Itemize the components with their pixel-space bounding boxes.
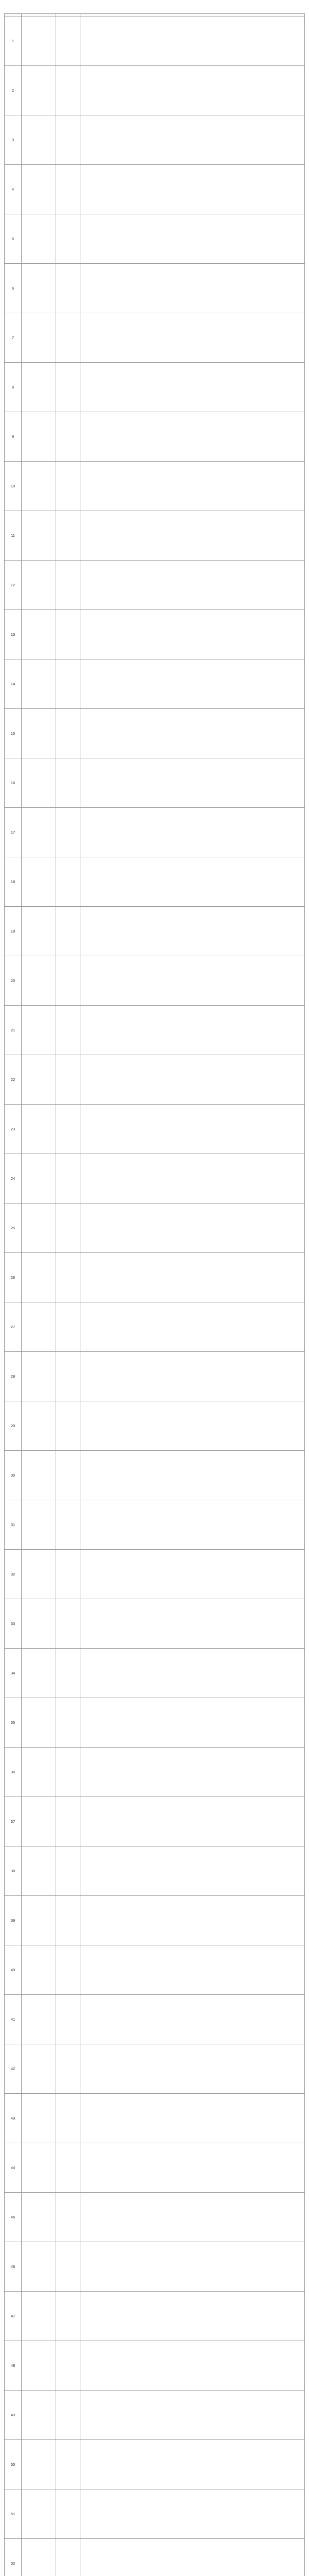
row-index: 49 [5,2391,22,2440]
row-names [80,808,305,857]
row-index: 44 [5,2143,22,2193]
row-names [80,1599,305,1649]
row-count [56,1649,80,1698]
row-names [80,1451,305,1500]
row-names [80,2242,305,2292]
row-index: 52 [5,2539,22,2576]
row-names [80,1846,305,1896]
table-row [5,2539,305,2576]
row-province [22,1006,56,1055]
row-index: 13 [5,610,22,659]
row-names [80,1154,305,1204]
table-row [5,758,305,808]
row-province [22,907,56,956]
row-count [56,1797,80,1846]
row-names [80,2292,305,2341]
table-row [5,214,305,264]
row-count [56,907,80,956]
table-row [5,1649,305,1698]
table-row [5,1995,305,2044]
row-province [22,2489,56,2539]
row-province [22,66,56,115]
row-index: 41 [5,1995,22,2044]
row-names [80,758,305,808]
row-names [80,561,305,610]
row-names [80,1797,305,1846]
row-index: 5 [5,214,22,264]
row-index: 14 [5,659,22,709]
table-row [5,2489,305,2539]
row-count [56,214,80,264]
row-index: 27 [5,1302,22,1352]
row-province [22,1401,56,1451]
row-names [80,956,305,1006]
row-province [22,1253,56,1302]
table-row [5,1154,305,1204]
row-province [22,1451,56,1500]
row-index: 38 [5,1846,22,1896]
row-count [56,758,80,808]
row-index: 51 [5,2489,22,2539]
row-count [56,1401,80,1451]
row-count [56,115,80,165]
row-count [56,2440,80,2489]
row-names [80,313,305,363]
row-index: 12 [5,561,22,610]
row-index: 35 [5,1698,22,1748]
table-row [5,1945,305,1995]
row-count [56,2143,80,2193]
row-index: 46 [5,2242,22,2292]
row-count [56,1055,80,1105]
row-count [56,1599,80,1649]
table-row [5,2094,305,2143]
row-index: 39 [5,1896,22,1945]
table-row [5,610,305,659]
table-row [5,808,305,857]
row-names [80,2440,305,2489]
table-row [5,2193,305,2242]
row-names [80,1896,305,1945]
table-row [5,1550,305,1599]
row-index: 10 [5,462,22,511]
row-count [56,462,80,511]
row-province [22,2440,56,2489]
row-index: 36 [5,1748,22,1797]
table-row [5,412,305,462]
row-province [22,758,56,808]
table-row [5,1204,305,1253]
row-index: 32 [5,1550,22,1599]
row-province [22,1649,56,1698]
row-count [56,1995,80,2044]
row-names [80,1105,305,1154]
table-row [5,1797,305,1846]
row-index: 25 [5,1204,22,1253]
row-count [56,808,80,857]
table-row [5,1748,305,1797]
row-names [80,115,305,165]
row-names [80,412,305,462]
table-row [5,1006,305,1055]
row-index: 9 [5,412,22,462]
row-index: 34 [5,1649,22,1698]
table-row [5,956,305,1006]
row-province [22,1500,56,1550]
row-count [56,1105,80,1154]
row-count [56,1302,80,1352]
table-row [5,1055,305,1105]
row-index: 42 [5,2044,22,2094]
row-province [22,956,56,1006]
row-index: 2 [5,66,22,115]
table-row [5,561,305,610]
row-count [56,1846,80,1896]
row-index: 30 [5,1451,22,1500]
row-province [22,1154,56,1204]
row-names [80,264,305,313]
row-names [80,16,305,66]
row-names [80,907,305,956]
row-province [22,363,56,412]
row-province [22,1748,56,1797]
row-names [80,1649,305,1698]
table-row [5,1698,305,1748]
row-count [56,1006,80,1055]
row-index: 24 [5,1154,22,1204]
row-province [22,610,56,659]
row-index: 37 [5,1797,22,1846]
row-province [22,1599,56,1649]
row-count [56,2489,80,2539]
row-names [80,462,305,511]
row-province [22,2193,56,2242]
row-index: 1 [5,16,22,66]
row-count [56,1550,80,1599]
row-province [22,1550,56,1599]
row-count [56,1945,80,1995]
row-names [80,2391,305,2440]
row-province [22,2391,56,2440]
row-count [56,2044,80,2094]
row-index: 4 [5,165,22,214]
row-count [56,2539,80,2576]
row-index: 7 [5,313,22,363]
table-row [5,2044,305,2094]
row-index: 6 [5,264,22,313]
row-province [22,462,56,511]
table-row [5,1599,305,1649]
row-count [56,1204,80,1253]
row-names [80,1204,305,1253]
table-row [5,2143,305,2193]
table-row [5,1352,305,1401]
row-count [56,165,80,214]
row-index: 21 [5,1006,22,1055]
row-index: 8 [5,363,22,412]
row-province [22,1797,56,1846]
row-names [80,1500,305,1550]
row-names [80,1945,305,1995]
row-names [80,2143,305,2193]
table-body [5,16,305,2576]
table-row [5,66,305,115]
table-row [5,115,305,165]
row-names [80,66,305,115]
row-names [80,1698,305,1748]
row-count [56,659,80,709]
row-names [80,1302,305,1352]
row-count [56,1896,80,1945]
table-row [5,2292,305,2341]
table-row [5,1105,305,1154]
row-count [56,412,80,462]
row-index: 47 [5,2292,22,2341]
row-names [80,857,305,907]
row-province [22,1896,56,1945]
row-count [56,511,80,561]
row-count [56,610,80,659]
row-province [22,1945,56,1995]
row-count [56,16,80,66]
row-index: 31 [5,1500,22,1550]
row-count [56,66,80,115]
row-index: 22 [5,1055,22,1105]
row-names [80,1253,305,1302]
row-names [80,2193,305,2242]
row-province [22,2539,56,2576]
row-province [22,264,56,313]
data-table [4,13,305,2576]
row-names [80,1550,305,1599]
row-names [80,1352,305,1401]
table-row [5,1451,305,1500]
row-names [80,2094,305,2143]
row-province [22,1204,56,1253]
table-row [5,264,305,313]
row-count [56,1698,80,1748]
row-names [80,2489,305,2539]
table-row [5,16,305,66]
table-row [5,1253,305,1302]
table-row [5,709,305,758]
row-names [80,1748,305,1797]
row-names [80,2044,305,2094]
row-index: 48 [5,2341,22,2391]
row-count [56,709,80,758]
table-row [5,1500,305,1550]
row-index: 18 [5,857,22,907]
row-province [22,2341,56,2391]
row-province [22,165,56,214]
row-count [56,2391,80,2440]
table-row [5,1846,305,1896]
table-row [5,462,305,511]
table-row [5,313,305,363]
row-province [22,561,56,610]
row-province [22,2143,56,2193]
row-count [56,956,80,1006]
row-index: 50 [5,2440,22,2489]
row-names [80,1006,305,1055]
row-count [56,2292,80,2341]
row-count [56,561,80,610]
row-count [56,1451,80,1500]
row-names [80,214,305,264]
row-index: 19 [5,907,22,956]
row-names [80,1995,305,2044]
row-count [56,363,80,412]
row-province [22,1995,56,2044]
row-province [22,2094,56,2143]
row-count [56,1253,80,1302]
row-index: 40 [5,1945,22,1995]
row-index: 17 [5,808,22,857]
row-index: 11 [5,511,22,561]
table-row [5,1896,305,1945]
row-province [22,808,56,857]
row-index: 43 [5,2094,22,2143]
row-count [56,2094,80,2143]
row-count [56,1748,80,1797]
row-province [22,2292,56,2341]
row-province [22,1352,56,1401]
row-province [22,412,56,462]
row-province [22,2242,56,2292]
row-province [22,1846,56,1896]
row-count [56,1154,80,1204]
row-province [22,659,56,709]
row-province [22,115,56,165]
row-province [22,2044,56,2094]
row-names [80,709,305,758]
row-names [80,165,305,214]
table-row [5,1302,305,1352]
table-row [5,1401,305,1451]
table-row [5,2391,305,2440]
row-province [22,857,56,907]
row-index: 26 [5,1253,22,1302]
table-row [5,165,305,214]
row-province [22,709,56,758]
row-index: 28 [5,1352,22,1401]
table-row [5,363,305,412]
table-row [5,2440,305,2489]
table-row [5,857,305,907]
row-province [22,1302,56,1352]
row-index: 15 [5,709,22,758]
table-row [5,2341,305,2391]
row-count [56,2341,80,2391]
row-province [22,214,56,264]
row-index: 3 [5,115,22,165]
row-province [22,1698,56,1748]
row-index: 29 [5,1401,22,1451]
row-province [22,1055,56,1105]
row-index: 45 [5,2193,22,2242]
row-index: 20 [5,956,22,1006]
row-index: 16 [5,758,22,808]
row-names [80,659,305,709]
table-row [5,907,305,956]
row-count [56,1352,80,1401]
row-index: 33 [5,1599,22,1649]
row-count [56,264,80,313]
row-count [56,1500,80,1550]
row-province [22,511,56,561]
table-row [5,2242,305,2292]
row-index: 23 [5,1105,22,1154]
row-count [56,857,80,907]
row-names [80,1401,305,1451]
row-names [80,1055,305,1105]
row-names [80,2341,305,2391]
row-names [80,2539,305,2576]
row-count [56,2242,80,2292]
row-province [22,16,56,66]
row-names [80,610,305,659]
table-row [5,659,305,709]
table-row [5,511,305,561]
row-province [22,313,56,363]
row-province [22,1105,56,1154]
row-names [80,511,305,561]
row-count [56,2193,80,2242]
row-names [80,363,305,412]
row-count [56,313,80,363]
